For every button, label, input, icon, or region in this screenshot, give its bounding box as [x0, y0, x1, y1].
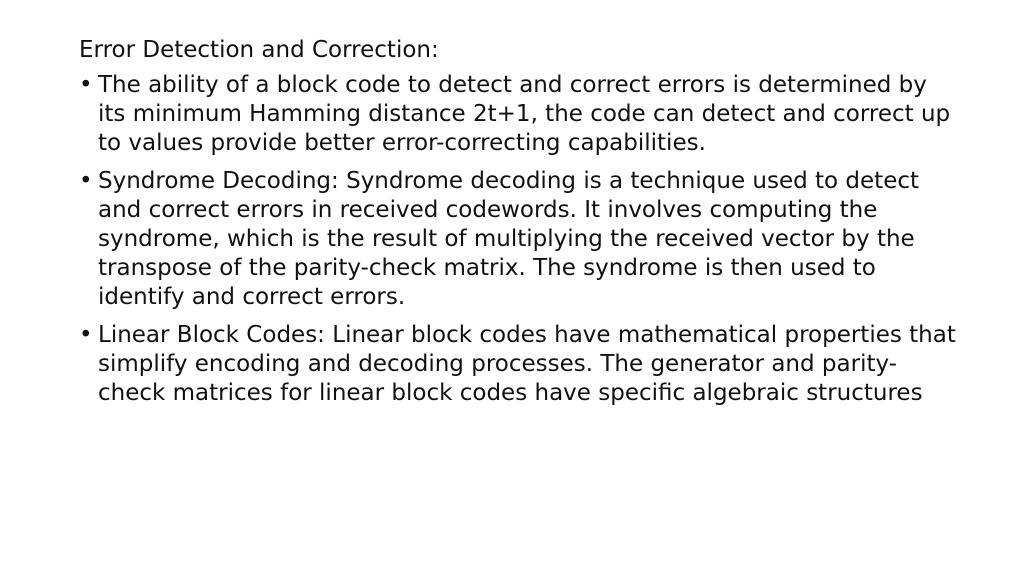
bullet-term: Linear Block Codes: [98, 322, 325, 348]
heading-suffix: : [431, 37, 439, 63]
bullet-text: The ability of a block code to detect and correct errors is determined by its minimum Hamming distance 2t+1, the code can detect and correct up to values provide better error-correcting capabilities. [98, 72, 951, 156]
bullet-term: Syndrome Decoding [98, 168, 332, 194]
bullet-separator: : [331, 168, 339, 194]
bullet-list [79, 71, 959, 408]
bullet-text: Linear block codes have mathematical properties that simplify encoding and decoding processes. The generator and parity-check matrices for linear block codes have specific algebraic structures [98, 322, 956, 406]
heading-title: Error Detection and Correction [79, 37, 431, 63]
bullet-item-syndrome-decoding [79, 167, 959, 312]
bullet-icon: • [79, 168, 93, 194]
bullet-icon: • [79, 322, 93, 348]
bullet-item-linear-block-codes [79, 321, 959, 408]
bullet-icon: • [79, 72, 93, 98]
bullet-text: Syndrome decoding is a technique used to detect and correct errors in received codewords. It involves computing the syndrome, which is the result of multiplying the received vector by the transpose of the parity-check matrix. The syndrome is then used to identify and correct errors. [98, 168, 920, 310]
slide-content [79, 36, 959, 417]
section-heading [79, 36, 959, 65]
bullet-item-hamming-distance [79, 71, 959, 158]
